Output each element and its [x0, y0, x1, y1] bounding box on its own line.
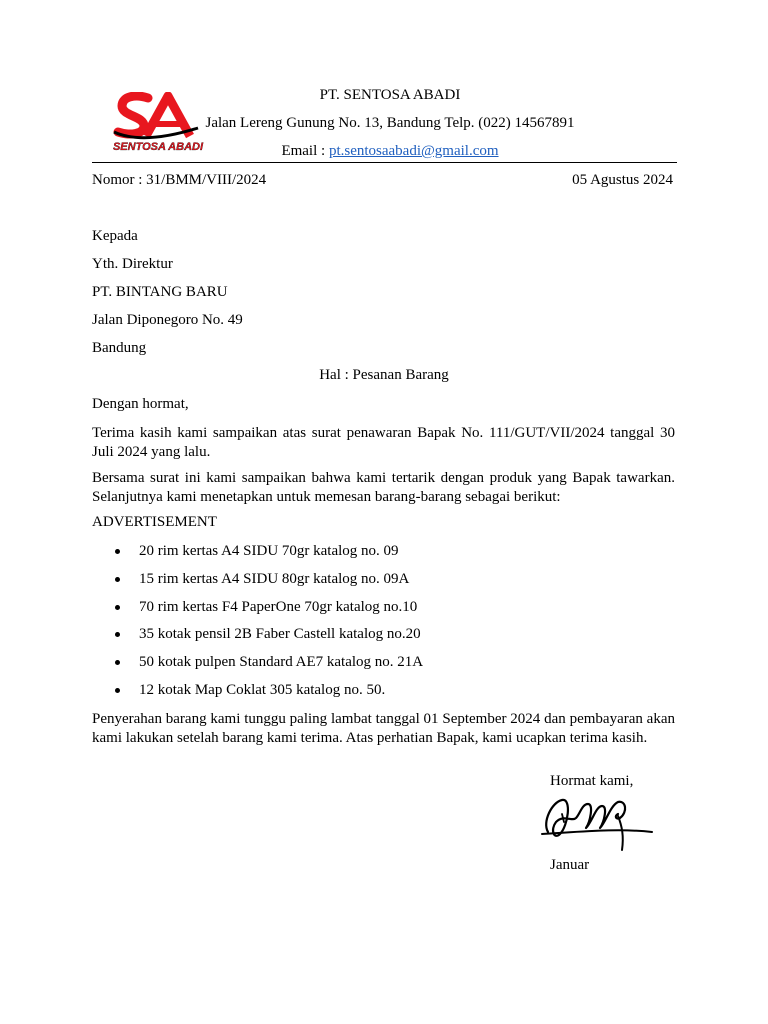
list-item [92, 541, 423, 569]
list-item [92, 652, 423, 680]
recipient-company: PT. BINTANG BARU [92, 284, 228, 300]
handwritten-signature-icon [538, 792, 658, 854]
svg-text:SENTOSA ABADI: SENTOSA ABADI [112, 141, 204, 153]
list-item-text: 20 rim kertas A4 SIDU 70gr katalog no. 09 [139, 543, 399, 559]
bullet-icon [115, 688, 120, 693]
letter-subject: Hal : Pesanan Barang [319, 367, 449, 383]
list-item [92, 624, 423, 652]
list-item-text: 50 kotak pulpen Standard AE7 katalog no. 21A [139, 654, 424, 671]
company-name: PT. SENTOSA ABADI [319, 87, 461, 103]
list-item-text: 12 kotak Map Coklat 305 katalog no. 50. [139, 681, 386, 698]
recipient-to: Kepada [92, 228, 138, 244]
closing-salutation: Hormat kami, [550, 773, 634, 789]
recipient-city: Bandung [92, 340, 147, 356]
bullet-icon [115, 660, 120, 665]
list-item [92, 597, 423, 625]
letterhead-divider [92, 162, 677, 163]
email-link[interactable]: pt.sentosaabadi@gmail.com [328, 143, 499, 159]
bullet-icon [115, 605, 120, 610]
list-item-text: 15 rim kertas A4 SIDU 80gr katalog no. 09A [139, 570, 410, 587]
advertisement-label: ADVERTISEMENT [92, 514, 217, 530]
letter-number: Nomor : 31/BMM/VIII/2024 [92, 172, 267, 188]
paragraph-2: Bersama surat ini kami sampaikan bahwa kami tertarik dengan produk yang Bapak tawarkan. Selanjutnya kami menetapkan untuk memesan barang-barang sebagai berikut: [92, 470, 675, 505]
list-item [92, 680, 423, 708]
recipient-title: Yth. Direktur [92, 256, 173, 272]
letter-date: 05 Agustus 2024 [572, 172, 673, 188]
greeting: Dengan hormat, [92, 396, 189, 412]
bullet-icon [115, 577, 120, 582]
company-email-line [190, 143, 590, 160]
list-item-text: 70 rim kertas F4 PaperOne 70gr katalog no.10 [139, 598, 418, 615]
recipient-street: Jalan Diponegoro No. 49 [92, 312, 243, 328]
order-items-list [92, 541, 423, 708]
list-item [92, 569, 423, 597]
signatory-name: Januar [550, 857, 590, 873]
bullet-icon [115, 632, 120, 637]
company-address: Jalan Lereng Gunung No. 13, Bandung Telp. (022) 14567891 [205, 115, 575, 131]
bullet-icon [115, 549, 120, 554]
email-label: Email : [281, 143, 329, 159]
paragraph-1: Terima kasih kami sampaikan atas surat penawaran Bapak No. 111/GUT/VII/2024 tanggal 30 Juli 2024 yang lalu. [92, 425, 675, 460]
closing-paragraph: Penyerahan barang kami tunggu paling lambat tanggal 01 September 2024 dan pembayaran akan kami lakukan setelah barang kami terima. Atas perhatian Bapak, kami ucapkan terima kasih. [92, 711, 675, 746]
list-item-text: 35 kotak pensil 2B Faber Castell katalog no.20 [139, 626, 421, 643]
